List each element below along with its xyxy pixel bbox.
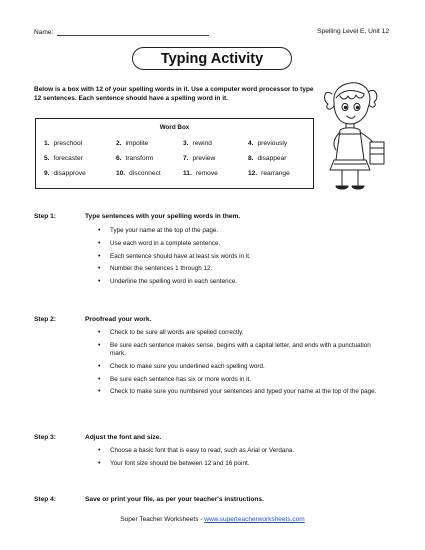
word-item: 2. impolite (116, 140, 149, 147)
list-item: • Underline the spelling word in each sentence. (98, 278, 368, 286)
list-item: • Each sentence should have at least six words in it. (98, 253, 368, 261)
list-item: • Be sure each sentence has six or more words in it. (98, 376, 388, 384)
name-label: Name: (34, 29, 54, 36)
list-item: • Use each word in a complete sentence. (98, 240, 368, 248)
word-item: 11. remove (183, 170, 218, 177)
step-1-heading: Type sentences with your spelling words in them. (85, 213, 241, 220)
word-item: 9. disapprove (44, 170, 86, 177)
name-field (34, 28, 209, 36)
girl-illustration (318, 78, 390, 198)
list-item: • Be sure each sentence makes sense, begins with a capital letter, and ends with a punctuation mark. (98, 342, 388, 358)
footer-link[interactable]: www.superteacherworksheets.com (204, 516, 305, 523)
level-label: Spelling Level E, Unit 12 (317, 28, 389, 35)
step-4-heading: Save or print your file, as per your teacher's instructions. (85, 496, 264, 503)
step-3-heading: Adjust the font and size. (85, 434, 162, 441)
word-item: 8. disappear (248, 155, 287, 162)
word-item: 12. rearrange (248, 170, 290, 177)
step-1-list (98, 227, 368, 291)
step-2-label: Step 2: (34, 316, 56, 323)
list-item: • Type your name at the top of the page. (98, 227, 368, 235)
word-box (35, 118, 314, 189)
step-1-label: Step 1: (34, 213, 56, 220)
list-item: • Check to make sure you underlined each spelling word. (98, 363, 388, 371)
word-item: 6. transform (116, 155, 154, 162)
list-item: • Number the sentences 1 through 12. (98, 265, 368, 273)
list-item: • Check to be sure all words are spelled correctly. (98, 329, 388, 337)
step-2-list (98, 329, 388, 401)
step-3-list (98, 447, 388, 473)
step-3-label: Step 3: (34, 434, 56, 441)
footer-text: Super Teacher Worksheets - (120, 516, 205, 523)
word-item: 3. rewind (183, 140, 212, 147)
list-item: • Your font size should be between 12 and 16 point. (98, 460, 388, 468)
word-item: 1. preschool (44, 140, 83, 147)
word-item: 4. previously (248, 140, 288, 147)
intro-text: Below is a box with 12 of your spelling words in it. Use a computer word processor to type 12 sentences. Each sentence should have a spelling word in it. (34, 86, 314, 102)
list-item: • Check to make sure you numbered your sentences and typed your name at the top of the page. (98, 388, 388, 396)
word-box-title: Word Box (159, 124, 190, 131)
word-item: 7. preview (183, 155, 216, 162)
word-item: 5. forecaster (44, 155, 83, 162)
page-title: Typing Activity (132, 47, 292, 70)
word-item: 10. disconnect (116, 170, 161, 177)
name-line (57, 28, 209, 36)
step-4-label: Step 4: (34, 496, 56, 503)
footer (0, 516, 425, 523)
list-item: • Choose a basic font that is easy to read, such as Arial or Verdana. (98, 447, 388, 455)
step-2-heading: Proofread your work. (85, 316, 152, 323)
